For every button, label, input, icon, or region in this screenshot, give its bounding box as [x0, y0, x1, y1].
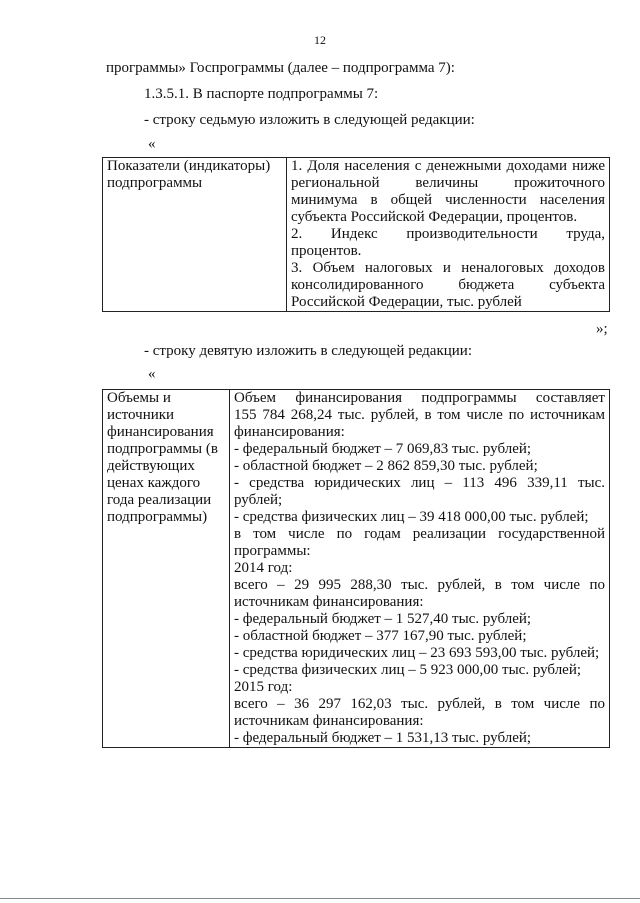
indicators-table — [102, 157, 610, 312]
financing-value-line: 155 784 268,24 тыс. рублей, в том числе по источникам — [234, 407, 605, 423]
indicators-row — [103, 158, 610, 312]
financing-value-line: - областной бюджет – 2 862 859,30 тыс. рублей; — [234, 458, 538, 474]
page-number: 12 — [314, 33, 326, 47]
financing-value-line: 2015 год: — [234, 679, 293, 695]
indicators-value-line: 1. Доля населения с денежными доходами ниже — [291, 158, 605, 174]
financing-value-line: 2014 год: — [234, 560, 293, 576]
financing-value-line: источникам финансирования: — [234, 713, 424, 729]
intro-line-2: 1.3.5.1. В паспорте подпрограммы 7: — [144, 86, 379, 102]
quote-open-2: « — [148, 366, 156, 382]
financing-label-line: Объемы и — [107, 390, 171, 406]
financing-table — [102, 389, 610, 748]
financing-value-line: - федеральный бюджет – 1 531,13 тыс. рублей; — [234, 730, 532, 746]
financing-row — [103, 390, 610, 748]
intro-line-1: программы» Госпрограммы (далее – подпрограмма 7): — [106, 60, 455, 76]
financing-label-line: года реализации — [107, 492, 212, 508]
indicators-value-line: Российской Федерации, тыс. рублей — [291, 294, 522, 310]
quote-close-1: »; — [596, 321, 608, 337]
financing-value-line: финансирования: — [234, 424, 345, 440]
indicators-value-line: минимума в общей численности населения — [291, 192, 605, 208]
indicators-label-cell — [103, 158, 287, 312]
financing-value-line: - областной бюджет – 377 167,90 тыс. рублей; — [234, 628, 527, 644]
financing-value-line: - средства физических лиц – 39 418 000,00 тыс. рублей; — [234, 509, 589, 525]
indicators-value-line: процентов. — [291, 243, 362, 259]
financing-label-line: ценах каждого — [107, 475, 201, 491]
financing-value-line: программы: — [234, 543, 311, 559]
indicators-label-line: Показатели (индикаторы) — [107, 158, 271, 174]
indicators-label-line: подпрограммы — [107, 175, 203, 191]
page-bottom-edge — [0, 898, 640, 899]
intro-line-3: - строку седьмую изложить в следующей редакции: — [144, 112, 475, 128]
financing-value-line: - средства юридических лиц – 113 496 339,11 тыс. — [234, 475, 605, 491]
quote-open-1: « — [148, 136, 156, 152]
indicators-value-line: 2. Индекс производительности труда, — [291, 226, 605, 242]
financing-value-line: - средства физических лиц – 5 923 000,00 тыс. рублей; — [234, 662, 582, 678]
mid-line-1: - строку девятую изложить в следующей редакции: — [144, 343, 473, 359]
financing-label-line: финансирования — [107, 424, 214, 440]
financing-value-line: - федеральный бюджет – 7 069,83 тыс. рублей; — [234, 441, 532, 457]
financing-value-line: источникам финансирования: — [234, 594, 424, 610]
indicators-value-line: 3. Объем налоговых и неналоговых доходов — [291, 260, 605, 276]
indicators-value-line: субъекта Российской Федерации, процентов. — [291, 209, 578, 225]
financing-value-line: - федеральный бюджет – 1 527,40 тыс. рублей; — [234, 611, 532, 627]
financing-label-line: источники — [107, 407, 175, 423]
financing-value-line: - средства юридических лиц – 23 693 593,00 тыс. рублей; — [234, 645, 600, 661]
financing-label-line: подпрограммы (в — [107, 441, 218, 457]
indicators-value-line: консолидированного бюджета субъекта — [291, 277, 605, 293]
financing-value-line: всего – 29 995 288,30 тыс. рублей, в том числе по — [234, 577, 605, 593]
financing-value-line: в том числе по годам реализации государственной — [234, 526, 605, 542]
indicators-value-cell — [287, 158, 610, 312]
financing-value-cell — [230, 390, 610, 748]
financing-label-line: подпрограммы) — [107, 509, 208, 525]
indicators-value-line: региональной величины прожиточного — [291, 175, 605, 191]
financing-value-line: Объем финансирования подпрограммы составляет — [234, 390, 605, 406]
financing-value-line: рублей; — [234, 492, 283, 508]
financing-label-line: действующих — [107, 458, 195, 474]
financing-value-line: всего – 36 297 162,03 тыс. рублей, в том числе по — [234, 696, 605, 712]
financing-label-cell — [103, 390, 230, 748]
